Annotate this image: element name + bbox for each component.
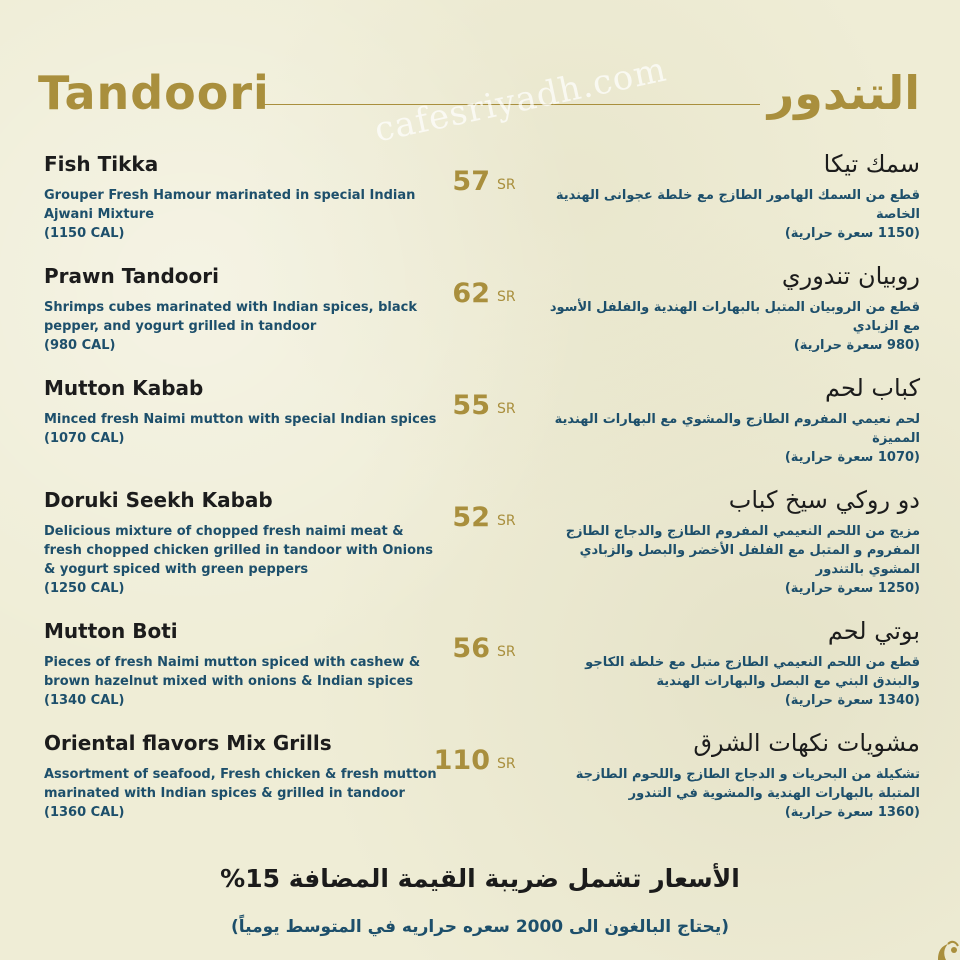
corner-ornament-icon [924, 924, 960, 960]
item-calories-ar: (1360 سعرة حرارية) [784, 805, 920, 820]
item-name-en: Oriental flavors Mix Grills [44, 731, 332, 755]
menu-item-mutton-boti [0, 619, 960, 729]
item-price: 110 [433, 745, 490, 776]
item-description-ar: قطع من السمك الهامور الطازج مع خلطة عجوانى الهندية الخاصة (1150 سعرة حرارية) [545, 186, 920, 243]
item-calories-ar: (980 سعرة حرارية) [793, 338, 920, 353]
item-calories-ar: (1340 سعرة حرارية) [784, 693, 920, 708]
menu-item-prawn-tandoori [0, 264, 960, 374]
item-calories-en: (1340 CAL) [44, 693, 125, 708]
watermark: cafesriyadh.com [371, 49, 671, 151]
item-calories-ar: (1250 سعرة حرارية) [784, 581, 920, 596]
item-calories-en: (1360 CAL) [44, 805, 125, 820]
item-description-en: Delicious mixture of chopped fresh naimi meat & fresh chopped chicken grilled in tandoor with Onions & yogurt spiced with green peppers (1250 CAL) [44, 522, 444, 598]
item-price: 56 [452, 633, 490, 664]
page-title-arabic: التندور [767, 66, 920, 120]
item-price: 57 [452, 166, 490, 197]
item-name-en: Prawn Tandoori [44, 264, 220, 288]
item-name-ar: بوتي لحم [827, 617, 920, 645]
item-currency: SR [497, 513, 516, 529]
menu-item-mutton-kabab [0, 376, 960, 486]
item-price: 62 [452, 278, 490, 309]
vat-note: الأسعار تشمل ضريبة القيمة المضافة 15% [220, 864, 740, 893]
item-calories-ar: (1070 سعرة حرارية) [784, 450, 920, 465]
item-calories-ar: (1150 سعرة حرارية) [784, 226, 920, 241]
item-description-ar: مزيج من اللحم النعيمي المفروم الطازج والدجاج الطازج المفروم و المتبل مع الفلفل الأخضر والبصل والزبادي المشوي بالتندور (1250 سعرة حرارية) [545, 522, 920, 598]
item-name-en: Mutton Boti [44, 619, 178, 643]
item-currency: SR [497, 756, 516, 772]
item-description-ar: لحم نعيمي المفروم الطازج والمشوي مع البهارات الهندية المميزة (1070 سعرة حرارية) [545, 410, 920, 467]
item-currency: SR [497, 644, 516, 660]
item-description-en: Minced fresh Naimi mutton with special Indian spices (1070 CAL) [44, 410, 444, 448]
item-price: 52 [452, 502, 490, 533]
item-calories-en: (1070 CAL) [44, 431, 125, 446]
item-price: 55 [452, 390, 490, 421]
item-currency: SR [497, 289, 516, 305]
item-description-en: Grouper Fresh Hamour marinated in special Indian Ajwani Mixture (1150 CAL) [44, 186, 444, 243]
item-description-en: Pieces of fresh Naimi mutton spiced with cashew & brown hazelnut mixed with onions & Indian spices (1340 CAL) [44, 653, 444, 710]
calorie-note: (يحتاج البالغون الى 2000 سعره حراريه في المتوسط يومياً) [231, 917, 729, 937]
page-title-english: Tandoori [38, 66, 270, 120]
item-name-ar: روبيان تندوري [781, 262, 920, 290]
item-name-en: Fish Tikka [44, 152, 159, 176]
menu-item-oriental-mix-grills [0, 731, 960, 841]
item-name-ar: سمك تيكا [823, 150, 920, 178]
item-description-ar: قطع من اللحم النعيمي الطازج متبل مع خلطة الكاجو والبندق البني مع البصل والبهارات الهندية (1340 سعرة حرارية) [545, 653, 920, 710]
item-description-ar: قطع من الروبيان المتبل بالبهارات الهندية والفلفل الأسود مع الزبادي (980 سعرة حرارية) [545, 298, 920, 355]
item-name-ar: دو روكي سيخ كباب [728, 486, 920, 514]
menu-item-doruki-seekh-kabab [0, 488, 960, 598]
item-name-ar: مشويات نكهات الشرق [693, 729, 920, 757]
item-currency: SR [497, 401, 516, 417]
item-name-ar: كباب لحم [825, 374, 920, 402]
item-currency: SR [497, 177, 516, 193]
item-name-en: Mutton Kabab [44, 376, 204, 400]
item-calories-en: (1250 CAL) [44, 581, 125, 596]
item-name-en: Doruki Seekh Kabab [44, 488, 273, 512]
item-description-en: Assortment of seafood, Fresh chicken & fresh mutton marinated with Indian spices & grilled in tandoor (1360 CAL) [44, 765, 444, 822]
item-calories-en: (980 CAL) [44, 338, 116, 353]
menu-item-fish-tikka [0, 152, 960, 262]
item-description-en: Shrimps cubes marinated with Indian spices, black pepper, and yogurt grilled in tandoor (980 CAL) [44, 298, 444, 355]
item-calories-en: (1150 CAL) [44, 226, 125, 241]
item-description-ar: تشكيلة من البحريات و الدجاج الطازج واللحوم الطازجة المتبلة بالبهارات الهندية والمشوية في التندور (1360 سعرة حرارية) [545, 765, 920, 822]
